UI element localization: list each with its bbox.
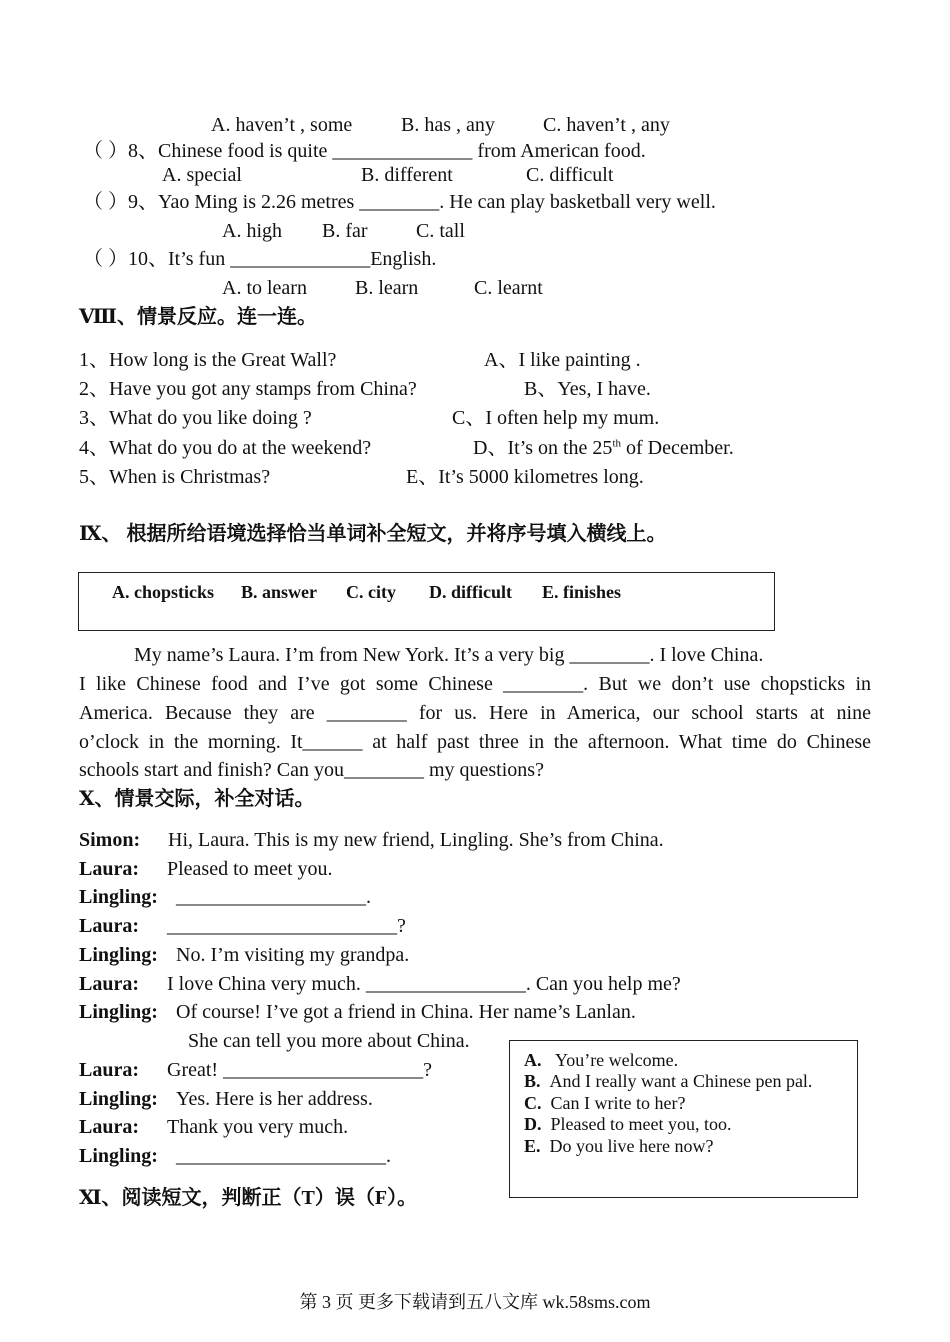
- dialogue-text: Great! ____________________?: [167, 1059, 432, 1081]
- dialogue-speaker: Lingling:: [79, 1001, 158, 1023]
- match-answer-e: E、It’s 5000 kilometres long.: [406, 466, 644, 488]
- dialogue-line: [79, 1058, 432, 1082]
- dialogue-text: She can tell you more about China.: [188, 1030, 470, 1052]
- dialogue-speaker: Laura:: [79, 1059, 139, 1081]
- dialogue-options-box: [509, 1040, 858, 1198]
- option-letter: A.: [524, 1050, 542, 1070]
- dialogue-text: Pleased to meet you.: [167, 858, 333, 880]
- word-bank-a: A. chopsticks: [112, 582, 215, 602]
- dialogue-option-c: [524, 1092, 685, 1114]
- q9-option-b: B. far: [322, 220, 368, 242]
- dialogue-line: [188, 1029, 470, 1053]
- match-answer-c: C、I often help my mum.: [452, 407, 660, 429]
- dialogue-line: [79, 857, 333, 881]
- dialogue-text: _____________________.: [176, 1145, 391, 1167]
- q10-option-a: A. to learn: [222, 277, 307, 299]
- match-answer-d-sup: th: [612, 437, 621, 450]
- dialogue-line: [79, 828, 664, 852]
- match-answer-d-main: D、It’s on the 25: [473, 437, 613, 459]
- q9-stem: （ ）9、Yao Ming is 2.26 metres ________. He can play basketball very well.: [83, 191, 716, 213]
- word-bank-b: B. answer: [241, 582, 317, 602]
- word-bank-c: C. city: [346, 582, 396, 602]
- dialogue-option-d: [524, 1113, 731, 1135]
- dialogue-text: No. I’m visiting my grandpa.: [176, 944, 410, 966]
- match-question-3: 3、What do you like doing ?: [79, 407, 312, 429]
- dialogue-speaker: Lingling:: [79, 1145, 158, 1167]
- q8-stem: （ ）8、Chinese food is quite ______________ from American food.: [83, 140, 646, 162]
- word-bank-box: [78, 572, 775, 631]
- passage-line-3: America. Because they are ________ for us. Here in America, our school starts at nine: [79, 702, 871, 724]
- dialogue-speaker: Lingling:: [79, 1088, 158, 1110]
- dialogue-text: _______________________?: [167, 915, 406, 937]
- option-letter: D.: [524, 1114, 542, 1134]
- match-question-4: 4、What do you do at the weekend?: [79, 437, 372, 459]
- dialogue-speaker: Laura:: [79, 973, 139, 995]
- match-answer-d-tail: of December.: [621, 437, 734, 459]
- match-answer-a: A、I like painting .: [484, 349, 641, 371]
- option-text: Do you live here now?: [549, 1136, 714, 1156]
- passage-line-5: schools start and finish? Can you________ my questions?: [79, 759, 544, 781]
- dialogue-speaker: Laura:: [79, 858, 139, 880]
- dialogue-line: [79, 1087, 373, 1111]
- passage-line-2: I like Chinese food and I’ve got some Chinese ________. But we don’t use chopsticks in: [79, 673, 871, 695]
- q7-option-b: B. has , any: [401, 114, 495, 136]
- q8-option-c: C. difficult: [526, 164, 614, 186]
- option-text: And I really want a Chinese pen pal.: [549, 1071, 813, 1091]
- section9-title: Ⅸ、 根据所给语境选择恰当单词补全短文，并将序号填入横线上。: [79, 523, 667, 545]
- option-letter: C.: [524, 1093, 542, 1113]
- match-question-2: 2、Have you got any stamps from China?: [79, 378, 417, 400]
- q10-stem: （ ）10、It’s fun ______________English.: [83, 248, 437, 270]
- option-letter: E.: [524, 1136, 541, 1156]
- section11-title: Ⅺ、阅读短文，判断正（T）误（F）。: [79, 1187, 418, 1209]
- page-footer: 第 3 页 更多下载请到五八文库 wk.58sms.com: [299, 1292, 651, 1312]
- section10-title: Ⅹ、情景交际，补全对话。: [79, 788, 315, 810]
- match-answer-b: B、Yes, I have.: [524, 378, 651, 400]
- q9-option-a: A. high: [222, 220, 282, 242]
- dialogue-line: [79, 885, 371, 909]
- dialogue-line: [79, 1000, 636, 1024]
- dialogue-text: Of course! I’ve got a friend in China. Her name’s Lanlan.: [176, 1001, 636, 1023]
- dialogue-line: [79, 1144, 391, 1168]
- dialogue-text: ___________________.: [176, 886, 371, 908]
- passage-line-1: My name’s Laura. I’m from New York. It’s a very big ________. I love China.: [134, 644, 764, 666]
- q8-option-b: B. different: [361, 164, 453, 186]
- dialogue-text: Yes. Here is her address.: [176, 1088, 373, 1110]
- dialogue-speaker: Lingling:: [79, 886, 158, 908]
- dialogue-line: [79, 1115, 348, 1139]
- option-text: You’re welcome.: [555, 1050, 679, 1070]
- q8-option-a: A. special: [162, 164, 242, 186]
- passage-line-4: o’clock in the morning. It______ at half past three in the afternoon. What time do Chinese: [79, 731, 871, 753]
- option-text: Pleased to meet you, too.: [550, 1114, 732, 1134]
- dialogue-option-a: [524, 1049, 678, 1071]
- q9-option-c: C. tall: [416, 220, 465, 242]
- dialogue-text: Hi, Laura. This is my new friend, Lingling. She’s from China.: [168, 829, 664, 851]
- dialogue-line: [79, 972, 681, 996]
- match-answer-d: [473, 436, 734, 460]
- word-bank-e: E. finishes: [542, 582, 622, 602]
- dialogue-speaker: Laura:: [79, 1116, 139, 1138]
- dialogue-speaker: Laura:: [79, 915, 139, 937]
- word-bank-d: D. difficult: [429, 582, 512, 602]
- dialogue-option-e: [524, 1135, 713, 1157]
- dialogue-line: [79, 943, 409, 967]
- dialogue-line: [79, 914, 406, 938]
- dialogue-option-b: [524, 1070, 812, 1092]
- section8-title: Ⅷ、情景反应。连一连。: [79, 306, 317, 328]
- dialogue-speaker: Simon:: [79, 829, 141, 851]
- q10-option-b: B. learn: [355, 277, 419, 299]
- match-question-1: 1、How long is the Great Wall?: [79, 349, 337, 371]
- q7-option-c: C. haven’t , any: [543, 114, 670, 136]
- option-letter: B.: [524, 1071, 541, 1091]
- option-text: Can I write to her?: [550, 1093, 686, 1113]
- q7-option-a: A. haven’t , some: [211, 114, 353, 136]
- match-question-5: 5、When is Christmas?: [79, 466, 271, 488]
- q10-option-c: C. learnt: [474, 277, 543, 299]
- dialogue-speaker: Lingling:: [79, 944, 158, 966]
- dialogue-text: Thank you very much.: [167, 1116, 349, 1138]
- dialogue-text: I love China very much. ________________. Can you help me?: [167, 973, 681, 995]
